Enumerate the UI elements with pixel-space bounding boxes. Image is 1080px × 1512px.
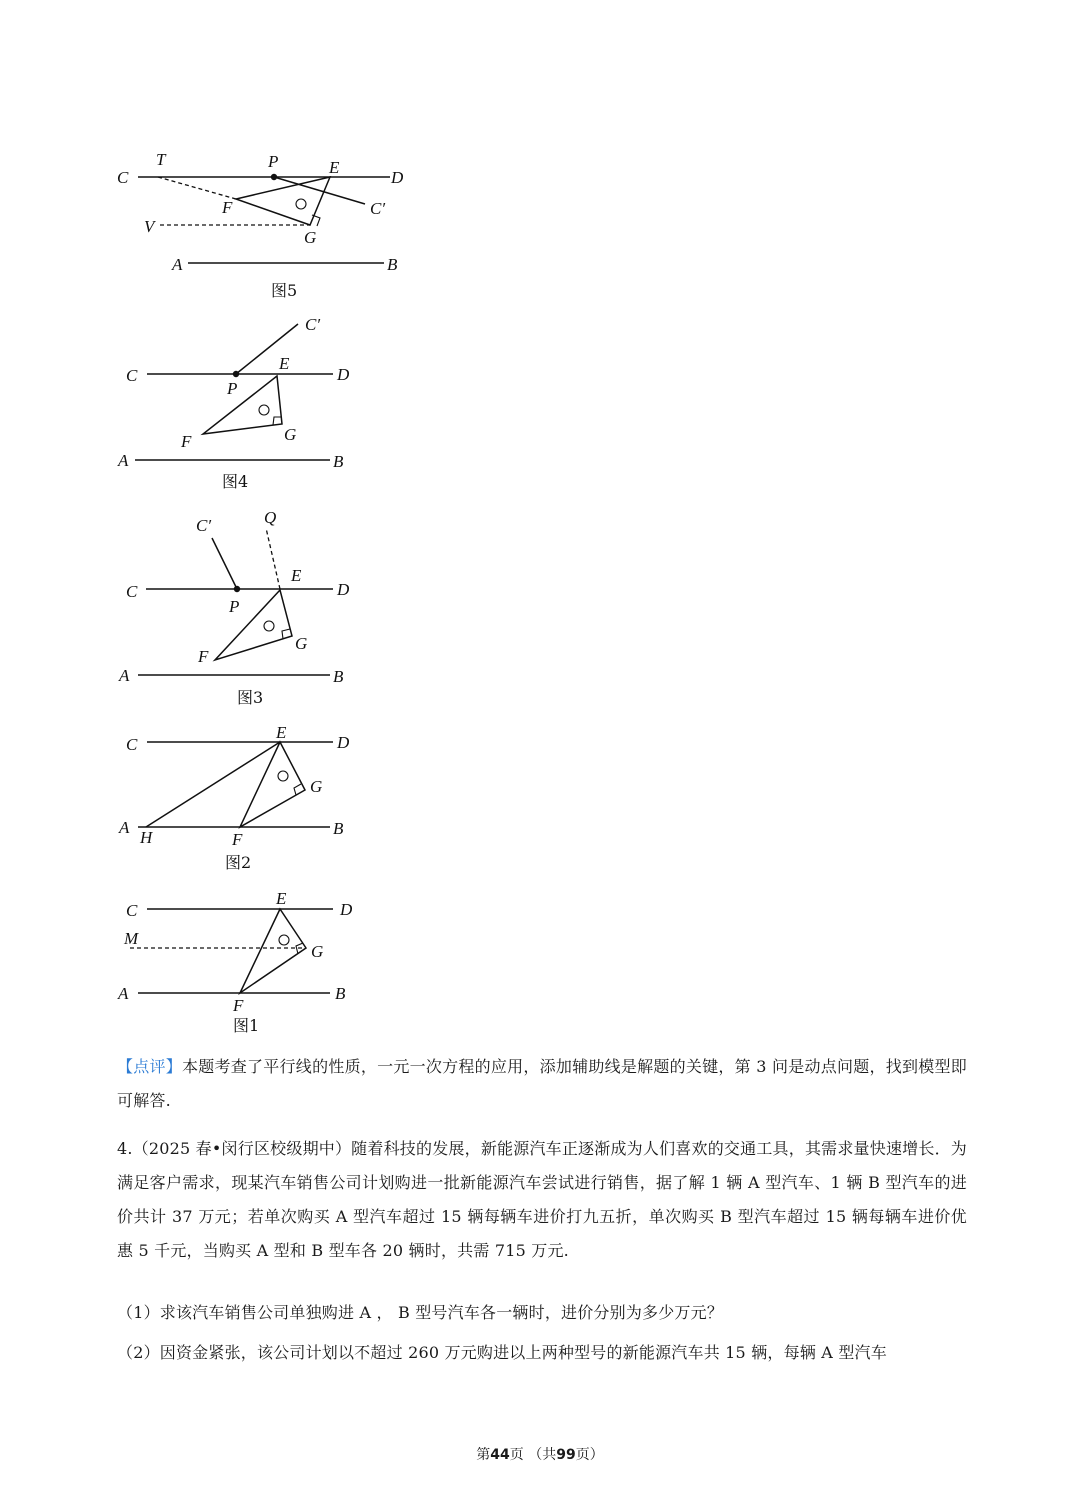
- label-f: F: [198, 647, 209, 666]
- label-d: D: [391, 168, 404, 187]
- label-c: C: [126, 901, 138, 920]
- label-a: A: [119, 666, 130, 685]
- label-g: G: [295, 634, 308, 653]
- point-p-dot: [234, 586, 240, 592]
- triangle-efg: [240, 909, 306, 993]
- label-h: H: [140, 828, 153, 847]
- figure-5: [0, 140, 460, 310]
- label-g: G: [284, 425, 297, 444]
- label-e: E: [276, 889, 287, 908]
- figure-caption: 图2: [225, 853, 252, 872]
- figure-caption: 图5: [271, 281, 298, 300]
- label-c: C: [126, 366, 138, 385]
- figure-2: [0, 720, 460, 880]
- label-e: E: [329, 158, 340, 177]
- label-d: D: [337, 365, 350, 384]
- label-g: G: [304, 228, 317, 247]
- label-a: A: [172, 255, 183, 274]
- ray-pc-prime: [212, 538, 237, 589]
- figure-caption: 图4: [222, 472, 249, 491]
- footer-suffix: 页）: [575, 1447, 604, 1463]
- label-a: A: [118, 984, 129, 1003]
- label-b: B: [335, 984, 346, 1003]
- label-e: E: [276, 723, 287, 742]
- comment-tag: 【点评】: [117, 1057, 183, 1076]
- footer-mid: 页 （共: [509, 1447, 557, 1463]
- angle-circle-mark: [279, 935, 289, 945]
- angle-circle-mark: [278, 771, 288, 781]
- figure-caption: 图1: [233, 1016, 260, 1035]
- label-e: E: [291, 566, 302, 585]
- footer-total-pages: 99: [556, 1447, 576, 1463]
- comment-text: 本题考查了平行线的性质，一元一次方程的应用，添加辅助线是解题的关键，第 3 问是动点问题，找到模型即可解答.: [117, 1057, 967, 1110]
- problem-intro: 4.（2025 春•闵行区校级期中）随着科技的发展，新能源汽车正逐渐成为人们喜欢的交通工具，其需求量快速增长．为满足客户需求，现某汽车销售公司计划购进一批新能源汽车尝试进行销售，据了解 1 辆 A 型汽车、1 辆 B 型汽车的进价共计 37 万元；若单次购买 A 型汽车超过 15 辆每辆车进价打九五折，单次购买 B 型汽车超过 15 辆每辆车进价优惠 5 千元，当购买 A 型和 B 型车各 20 辆时，共需 715 万元.: [117, 1139, 967, 1260]
- figure-caption: 图3: [237, 688, 264, 707]
- label-e: E: [279, 354, 290, 373]
- comment-paragraph: [117, 1050, 967, 1118]
- dashed-line-eq: [266, 528, 280, 589]
- label-v: V: [144, 217, 155, 236]
- figure-4: [0, 305, 460, 495]
- label-c-prime: C′: [305, 315, 321, 334]
- point-p-dot: [271, 174, 277, 180]
- label-f: F: [233, 996, 244, 1015]
- label-b: B: [333, 452, 344, 471]
- triangle-efg: [215, 590, 292, 660]
- page-footer: [0, 1444, 1080, 1464]
- label-f: F: [181, 432, 192, 451]
- footer-page-number: 44: [490, 1447, 510, 1463]
- label-p: P: [227, 379, 238, 398]
- triangle-efg: [240, 742, 305, 827]
- label-p: P: [229, 597, 240, 616]
- label-c: C: [117, 168, 129, 187]
- ray-pc-prime: [274, 177, 365, 204]
- label-c-prime: C′: [196, 516, 212, 535]
- label-f: F: [232, 830, 243, 849]
- label-d: D: [337, 580, 350, 599]
- label-p: P: [268, 152, 279, 171]
- label-a: A: [119, 818, 130, 837]
- label-g: G: [311, 942, 324, 961]
- label-d: D: [340, 900, 353, 919]
- label-c-prime: C′: [370, 199, 386, 218]
- angle-circle-mark: [259, 405, 269, 415]
- label-a: A: [118, 451, 129, 470]
- label-f: F: [222, 198, 233, 217]
- footer-prefix: 第: [476, 1447, 491, 1463]
- angle-circle-mark: [264, 621, 274, 631]
- figure-1: [0, 885, 460, 1045]
- label-g: G: [310, 777, 323, 796]
- label-b: B: [333, 819, 344, 838]
- figure-3: [0, 500, 460, 715]
- label-c: C: [126, 582, 138, 601]
- label-d: D: [337, 733, 350, 752]
- label-b: B: [333, 667, 344, 686]
- label-c: C: [126, 735, 138, 754]
- label-m: M: [124, 929, 139, 948]
- triangle-efg: [236, 177, 330, 225]
- label-b: B: [387, 255, 398, 274]
- dashed-line-ft: [158, 177, 236, 199]
- question-2: （2）因资金紧张，该公司计划以不超过 260 万元购进以上两种型号的新能源汽车共 15 辆，每辆 A 型汽车: [117, 1343, 887, 1362]
- question-1: （1）求该汽车销售公司单独购进 A ， B 型号汽车各一辆时，进价分别为多少万元？: [117, 1303, 724, 1322]
- point-p-dot: [233, 371, 239, 377]
- triangle-efg: [203, 376, 282, 434]
- angle-circle-mark: [296, 199, 306, 209]
- label-q: Q: [264, 508, 277, 527]
- label-t: T: [156, 150, 166, 169]
